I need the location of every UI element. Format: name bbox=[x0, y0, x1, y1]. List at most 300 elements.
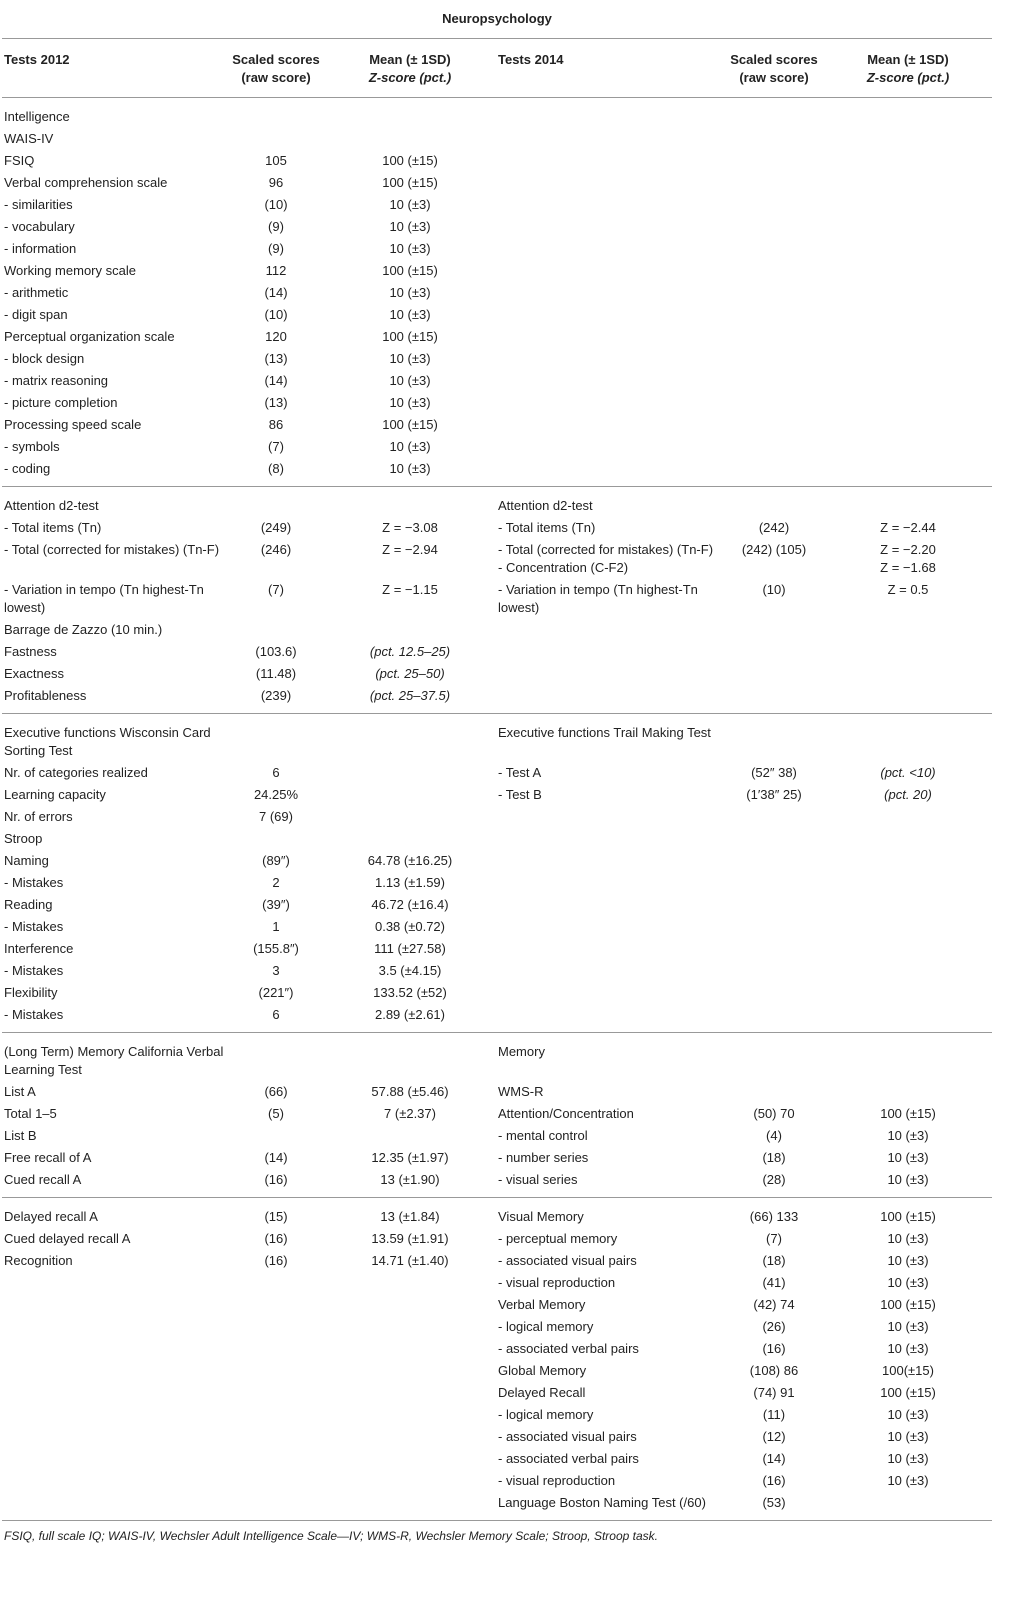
cell-test-2014 bbox=[494, 414, 720, 418]
table-row bbox=[2, 1041, 992, 1081]
cell-score-2012 bbox=[226, 1125, 326, 1129]
cell-test-2014: Memory bbox=[498, 1044, 545, 1059]
cell-score-2014: (53) bbox=[762, 1495, 786, 1510]
cell-norm-2012 bbox=[326, 1125, 494, 1129]
cell-score-2014: (12) bbox=[762, 1429, 786, 1444]
cell-score-2012 bbox=[226, 722, 326, 726]
cell-norm-2014 bbox=[828, 722, 988, 726]
cell-score-2014 bbox=[720, 960, 828, 964]
table-row bbox=[2, 894, 992, 916]
table-row bbox=[2, 960, 992, 982]
cell-score-2014 bbox=[720, 1004, 828, 1008]
cell-norm-2014: 10 (±3) bbox=[887, 1275, 929, 1290]
header-zscore-label: Z-score (pct.) bbox=[368, 70, 452, 85]
cell-test-2014 bbox=[494, 828, 720, 832]
cell-score-2012: (16) bbox=[264, 1253, 288, 1268]
cell-norm-2014 bbox=[828, 216, 988, 220]
table-section bbox=[2, 714, 992, 1033]
cell-score-2014: (52″ 38) bbox=[751, 765, 797, 780]
cell-norm-2012: 10 (±3) bbox=[389, 307, 431, 322]
table-row bbox=[2, 414, 992, 436]
cell-test-2014: Attention/Concentration bbox=[498, 1106, 634, 1121]
header-raw-label: (raw score) bbox=[739, 70, 809, 85]
table-row bbox=[2, 392, 992, 414]
cell-score-2014 bbox=[720, 982, 828, 986]
cell-score-2014: (14) bbox=[762, 1451, 786, 1466]
cell-test-2014: Visual Memory bbox=[498, 1209, 584, 1224]
cell-test-2012: Cued delayed recall A bbox=[4, 1231, 131, 1246]
cell-test-2014: - Total (corrected for mistakes) (Tn-F) - Concentration (C-F2) bbox=[498, 542, 714, 575]
cell-test-2014 bbox=[494, 458, 720, 462]
cell-test-2014: - mental control bbox=[498, 1128, 588, 1143]
cell-norm-2014 bbox=[828, 685, 988, 689]
cell-norm-2012: Z = −1.15 bbox=[382, 582, 438, 597]
cell-test-2012: Nr. of errors bbox=[4, 809, 73, 824]
cell-test-2014: Verbal Memory bbox=[498, 1297, 586, 1312]
cell-norm-2012 bbox=[326, 1316, 494, 1320]
cell-score-2012 bbox=[226, 1382, 326, 1386]
cell-norm-2014 bbox=[828, 238, 988, 242]
cell-norm-2014 bbox=[828, 850, 988, 854]
table-row bbox=[2, 1272, 992, 1294]
cell-score-2012 bbox=[226, 1294, 326, 1298]
cell-norm-2014 bbox=[828, 282, 988, 286]
cell-norm-2014: 10 (±3) bbox=[887, 1473, 929, 1488]
cell-test-2014: - number series bbox=[498, 1150, 589, 1165]
cell-test-2012 bbox=[2, 1272, 226, 1276]
cell-norm-2012: Z = −2.94 bbox=[382, 542, 438, 557]
cell-test-2012: - vocabulary bbox=[4, 219, 75, 234]
cell-test-2014 bbox=[494, 938, 720, 942]
cell-test-2014 bbox=[494, 916, 720, 920]
header-mean-label: Mean (± 1SD) bbox=[867, 52, 949, 67]
cell-test-2014: - Total items (Tn) bbox=[498, 520, 596, 535]
table-row bbox=[2, 784, 992, 806]
table-row bbox=[2, 1228, 992, 1250]
cell-score-2014 bbox=[720, 806, 828, 810]
cell-norm-2012: 10 (±3) bbox=[389, 285, 431, 300]
table-row bbox=[2, 172, 992, 194]
cell-test-2012 bbox=[2, 1448, 226, 1452]
cell-test-2014: - logical memory bbox=[498, 1407, 594, 1422]
cell-norm-2012: 46.72 (±16.4) bbox=[371, 897, 449, 912]
cell-score-2012 bbox=[226, 1338, 326, 1342]
cell-test-2014 bbox=[494, 106, 720, 110]
cell-score-2012: 2 bbox=[272, 875, 280, 890]
cell-norm-2012: 1.13 (±1.59) bbox=[374, 875, 445, 890]
table-row bbox=[2, 685, 992, 707]
cell-score-2012: 24.25% bbox=[253, 787, 299, 802]
table-row bbox=[2, 663, 992, 685]
cell-norm-2012 bbox=[326, 784, 494, 788]
cell-test-2012: - picture completion bbox=[4, 395, 118, 410]
cell-test-2014 bbox=[494, 326, 720, 330]
cell-norm-2012: 10 (±3) bbox=[389, 351, 431, 366]
cell-test-2012: Processing speed scale bbox=[4, 417, 142, 432]
cell-test-2012 bbox=[2, 1338, 226, 1342]
cell-test-2014 bbox=[494, 960, 720, 964]
cell-score-2012: (239) bbox=[260, 688, 292, 703]
cell-test-2012: Naming bbox=[4, 853, 49, 868]
cell-score-2014 bbox=[720, 238, 828, 242]
cell-norm-2012 bbox=[326, 1338, 494, 1342]
cell-test-2014: - Test B bbox=[498, 787, 542, 802]
cell-norm-2012: 13.59 (±1.91) bbox=[371, 1231, 449, 1246]
cell-score-2012: 3 bbox=[272, 963, 280, 978]
table-row bbox=[2, 216, 992, 238]
cell-norm-2014 bbox=[828, 436, 988, 440]
cell-test-2012: Fastness bbox=[4, 644, 57, 659]
cell-score-2014 bbox=[720, 348, 828, 352]
cell-test-2012: Exactness bbox=[4, 666, 64, 681]
cell-score-2012: 112 bbox=[265, 263, 287, 278]
cell-test-2012: - Total (corrected for mistakes) (Tn-F) bbox=[4, 542, 220, 557]
cell-test-2014 bbox=[494, 685, 720, 689]
cell-norm-2014 bbox=[828, 1081, 988, 1085]
cell-test-2012: (Long Term) Memory California Verbal Learning Test bbox=[4, 1044, 224, 1077]
cell-score-2014 bbox=[720, 619, 828, 623]
table-row bbox=[2, 1169, 992, 1191]
cell-score-2014: (42) 74 bbox=[753, 1297, 795, 1312]
cell-norm-2014: Z = −2.20 Z = −1.68 bbox=[880, 542, 936, 575]
cell-score-2012 bbox=[226, 619, 326, 623]
header-mean-2014 bbox=[828, 39, 988, 97]
cell-norm-2014 bbox=[828, 872, 988, 876]
cell-test-2014 bbox=[494, 128, 720, 132]
cell-test-2014 bbox=[494, 982, 720, 986]
cell-test-2012 bbox=[2, 1294, 226, 1298]
cell-score-2012: (39″) bbox=[262, 897, 290, 912]
cell-score-2014: (26) bbox=[762, 1319, 786, 1334]
table-row bbox=[2, 806, 992, 828]
cell-test-2012: Delayed recall A bbox=[4, 1209, 98, 1224]
table-section bbox=[2, 98, 992, 487]
header-mean-label: Mean (± 1SD) bbox=[369, 52, 451, 67]
cell-norm-2012: 10 (±3) bbox=[389, 373, 431, 388]
cell-score-2012: (7) bbox=[268, 439, 284, 454]
table-row bbox=[2, 722, 992, 762]
cell-score-2014 bbox=[720, 872, 828, 876]
cell-score-2014 bbox=[720, 436, 828, 440]
cell-score-2012: 6 bbox=[272, 1007, 280, 1022]
cell-norm-2012 bbox=[326, 106, 494, 110]
cell-norm-2014 bbox=[828, 128, 988, 132]
cell-norm-2014: Z = 0.5 bbox=[887, 582, 929, 597]
cell-norm-2012 bbox=[326, 1041, 494, 1045]
cell-test-2012: Barrage de Zazzo (10 min.) bbox=[4, 622, 163, 637]
table-row bbox=[2, 1125, 992, 1147]
cell-score-2012: (5) bbox=[268, 1106, 284, 1121]
cell-norm-2014 bbox=[828, 370, 988, 374]
cell-score-2014: (4) bbox=[766, 1128, 782, 1143]
cell-norm-2014 bbox=[828, 663, 988, 667]
cell-norm-2014 bbox=[828, 1004, 988, 1008]
cell-test-2012: Recognition bbox=[4, 1253, 73, 1268]
cell-score-2014 bbox=[720, 172, 828, 176]
cell-score-2012: (89″) bbox=[262, 853, 290, 868]
cell-test-2012: List A bbox=[4, 1084, 36, 1099]
cell-score-2012: (14) bbox=[264, 285, 288, 300]
cell-norm-2014: 100 (±15) bbox=[880, 1106, 936, 1121]
cell-score-2014 bbox=[720, 128, 828, 132]
cell-norm-2014 bbox=[828, 960, 988, 964]
table-row bbox=[2, 348, 992, 370]
cell-test-2014 bbox=[494, 172, 720, 176]
table-row bbox=[2, 1426, 992, 1448]
cell-score-2012: (14) bbox=[264, 1150, 288, 1165]
cell-norm-2014 bbox=[828, 458, 988, 462]
cell-norm-2014 bbox=[828, 172, 988, 176]
cell-score-2014: (74) 91 bbox=[753, 1385, 795, 1400]
cell-test-2012: - Mistakes bbox=[4, 875, 64, 890]
cell-test-2012: - arithmetic bbox=[4, 285, 69, 300]
cell-test-2012: Perceptual organization scale bbox=[4, 329, 175, 344]
cell-test-2014 bbox=[494, 370, 720, 374]
cell-test-2014: - associated visual pairs bbox=[498, 1429, 637, 1444]
cell-norm-2014: 100 (±15) bbox=[880, 1385, 936, 1400]
cell-score-2014 bbox=[720, 641, 828, 645]
cell-test-2012: Attention d2-test bbox=[4, 498, 99, 513]
cell-score-2012: (11.48) bbox=[255, 666, 297, 681]
header-mean-2012 bbox=[326, 39, 494, 97]
cell-score-2014: (41) bbox=[762, 1275, 786, 1290]
cell-test-2012: Interference bbox=[4, 941, 74, 956]
cell-score-2012: (249) bbox=[260, 520, 292, 535]
cell-norm-2012 bbox=[326, 128, 494, 132]
cell-test-2014 bbox=[494, 150, 720, 154]
cell-test-2012: List B bbox=[4, 1128, 37, 1143]
table-row bbox=[2, 326, 992, 348]
table-section bbox=[2, 487, 992, 714]
table-row bbox=[2, 579, 992, 619]
cell-norm-2012: 133.52 (±52) bbox=[373, 985, 447, 1000]
cell-norm-2014 bbox=[828, 938, 988, 942]
cell-score-2012: (13) bbox=[264, 395, 288, 410]
cell-score-2012: (8) bbox=[268, 461, 284, 476]
cell-test-2012 bbox=[2, 1470, 226, 1474]
table-row bbox=[2, 260, 992, 282]
cell-test-2014: - Test A bbox=[498, 765, 542, 780]
cell-test-2012: Nr. of categories realized bbox=[4, 765, 148, 780]
cell-score-2014: (28) bbox=[762, 1172, 786, 1187]
cell-norm-2014 bbox=[828, 260, 988, 264]
cell-norm-2012 bbox=[326, 1294, 494, 1298]
table-row bbox=[2, 495, 992, 517]
cell-score-2014 bbox=[720, 216, 828, 220]
cell-test-2014: - perceptual memory bbox=[498, 1231, 618, 1246]
cell-test-2014: - Variation in tempo (Tn highest-Tn lowest) bbox=[498, 582, 698, 615]
cell-test-2014: Language Boston Naming Test (/60) bbox=[498, 1495, 706, 1510]
cell-test-2012: - Mistakes bbox=[4, 1007, 64, 1022]
cell-test-2014: - associated verbal pairs bbox=[498, 1341, 639, 1356]
cell-score-2014: (18) bbox=[762, 1150, 786, 1165]
cell-score-2012 bbox=[226, 1041, 326, 1045]
cell-norm-2012: 12.35 (±1.97) bbox=[371, 1150, 449, 1165]
table-row bbox=[2, 458, 992, 480]
cell-score-2012: (10) bbox=[264, 197, 288, 212]
cell-score-2014: (242) (105) bbox=[741, 542, 807, 557]
cell-score-2014: (11) bbox=[762, 1407, 786, 1422]
cell-test-2014 bbox=[494, 619, 720, 623]
cell-norm-2014 bbox=[828, 495, 988, 499]
cell-score-2014: (10) bbox=[762, 582, 786, 597]
cell-test-2012: Profitableness bbox=[4, 688, 87, 703]
table-row bbox=[2, 1081, 992, 1103]
cell-score-2014 bbox=[720, 370, 828, 374]
cell-test-2014 bbox=[494, 806, 720, 810]
table-row bbox=[2, 938, 992, 960]
cell-test-2012: - digit span bbox=[4, 307, 68, 322]
cell-test-2012: Learning capacity bbox=[4, 787, 106, 802]
cell-score-2014 bbox=[720, 938, 828, 942]
cell-test-2012: Working memory scale bbox=[4, 263, 136, 278]
cell-test-2014 bbox=[494, 392, 720, 396]
cell-norm-2012: 10 (±3) bbox=[389, 219, 431, 234]
cell-test-2014: - visual reproduction bbox=[498, 1275, 616, 1290]
cell-norm-2012 bbox=[326, 495, 494, 499]
cell-norm-2014 bbox=[828, 106, 988, 110]
cell-score-2014 bbox=[720, 458, 828, 462]
cell-norm-2012: 100 (±15) bbox=[382, 175, 438, 190]
cell-test-2012: - block design bbox=[4, 351, 85, 366]
cell-score-2012: (13) bbox=[264, 351, 288, 366]
table-section bbox=[2, 1033, 992, 1198]
cell-test-2012: - information bbox=[4, 241, 77, 256]
cell-test-2012: - coding bbox=[4, 461, 51, 476]
table-row bbox=[2, 762, 992, 784]
cell-norm-2012 bbox=[326, 1448, 494, 1452]
header-scaled-label: Scaled scores bbox=[232, 52, 320, 67]
header-tests-2014: Tests 2014 bbox=[498, 52, 564, 67]
cell-norm-2012: 100 (±15) bbox=[382, 153, 438, 168]
cell-test-2014 bbox=[494, 872, 720, 876]
cell-test-2012: Reading bbox=[4, 897, 53, 912]
table-row bbox=[2, 828, 992, 850]
cell-test-2012: - similarities bbox=[4, 197, 73, 212]
cell-norm-2014: 10 (±3) bbox=[887, 1429, 929, 1444]
table-title: Neuropsychology bbox=[2, 0, 992, 39]
header-scaled-scores-2014 bbox=[720, 39, 828, 97]
cell-norm-2014: 10 (±3) bbox=[887, 1150, 929, 1165]
cell-norm-2012 bbox=[326, 1404, 494, 1408]
cell-norm-2012 bbox=[326, 1360, 494, 1364]
table-row bbox=[2, 1382, 992, 1404]
cell-norm-2014: 10 (±3) bbox=[887, 1451, 929, 1466]
cell-score-2012 bbox=[226, 106, 326, 110]
cell-score-2014 bbox=[720, 304, 828, 308]
cell-norm-2014: 10 (±3) bbox=[887, 1407, 929, 1422]
cell-norm-2012 bbox=[326, 806, 494, 810]
cell-norm-2014: 100(±15) bbox=[882, 1363, 934, 1378]
cell-norm-2012: 10 (±3) bbox=[389, 395, 431, 410]
cell-norm-2014: 100 (±15) bbox=[880, 1209, 936, 1224]
cell-norm-2012: 10 (±3) bbox=[389, 197, 431, 212]
cell-score-2012: (9) bbox=[268, 219, 284, 234]
cell-test-2012 bbox=[2, 1360, 226, 1364]
cell-norm-2012: 100 (±15) bbox=[382, 329, 438, 344]
cell-norm-2014 bbox=[828, 392, 988, 396]
cell-score-2012: (103.6) bbox=[255, 644, 297, 659]
cell-norm-2014: 10 (±3) bbox=[887, 1341, 929, 1356]
cell-score-2012: 96 bbox=[268, 175, 284, 190]
cell-score-2012: 86 bbox=[268, 417, 284, 432]
cell-test-2012: - Variation in tempo (Tn highest-Tn lowest) bbox=[4, 582, 204, 615]
table-row bbox=[2, 850, 992, 872]
table-footnote: FSIQ, full scale IQ; WAIS-IV, Wechsler Adult Intelligence Scale—IV; WMS-R, Wechsler Memory Scale; Stroop, Stroop task. bbox=[4, 1529, 658, 1543]
cell-score-2014 bbox=[720, 326, 828, 330]
cell-score-2014: (16) bbox=[762, 1473, 786, 1488]
cell-test-2012 bbox=[2, 1382, 226, 1386]
cell-test-2014: Attention d2-test bbox=[498, 498, 593, 513]
cell-test-2014 bbox=[494, 304, 720, 308]
cell-test-2014 bbox=[494, 436, 720, 440]
cell-norm-2012 bbox=[326, 1382, 494, 1386]
cell-norm-2014 bbox=[828, 348, 988, 352]
cell-test-2012: Flexibility bbox=[4, 985, 58, 1000]
cell-test-2012: Verbal comprehension scale bbox=[4, 175, 168, 190]
cell-score-2012 bbox=[226, 1492, 326, 1496]
cell-score-2012 bbox=[226, 1316, 326, 1320]
cell-norm-2014 bbox=[828, 414, 988, 418]
cell-norm-2012: 10 (±3) bbox=[389, 241, 431, 256]
cell-score-2012 bbox=[226, 828, 326, 832]
cell-norm-2014 bbox=[828, 641, 988, 645]
cell-norm-2012: 10 (±3) bbox=[389, 439, 431, 454]
table-row bbox=[2, 1004, 992, 1026]
cell-score-2014 bbox=[720, 685, 828, 689]
table-row bbox=[2, 1294, 992, 1316]
table-row bbox=[2, 1103, 992, 1125]
cell-score-2012 bbox=[226, 1360, 326, 1364]
cell-score-2012: (14) bbox=[264, 373, 288, 388]
cell-norm-2012: 7 (±2.37) bbox=[384, 1106, 436, 1121]
cell-score-2014 bbox=[720, 282, 828, 286]
cell-test-2012 bbox=[2, 1404, 226, 1408]
table-row bbox=[2, 106, 992, 128]
cell-score-2014 bbox=[720, 150, 828, 154]
cell-score-2014: (66) 133 bbox=[749, 1209, 799, 1224]
cell-test-2014 bbox=[494, 348, 720, 352]
cell-norm-2012: (pct. 25–37.5) bbox=[369, 688, 451, 703]
cell-score-2012 bbox=[226, 1404, 326, 1408]
cell-score-2014: (50) 70 bbox=[753, 1106, 795, 1121]
table-row bbox=[2, 872, 992, 894]
cell-score-2012: (155.8″) bbox=[253, 941, 299, 956]
cell-norm-2012: 64.78 (±16.25) bbox=[367, 853, 453, 868]
cell-score-2014 bbox=[720, 495, 828, 499]
cell-test-2012 bbox=[2, 1492, 226, 1496]
cell-norm-2012: (pct. 12.5–25) bbox=[369, 644, 451, 659]
cell-score-2012 bbox=[226, 128, 326, 132]
cell-score-2014 bbox=[720, 894, 828, 898]
cell-norm-2014 bbox=[828, 1492, 988, 1496]
cell-norm-2012: (pct. 25–50) bbox=[375, 666, 445, 681]
cell-norm-2012 bbox=[326, 1470, 494, 1474]
table-row bbox=[2, 1448, 992, 1470]
cell-score-2012: (246) bbox=[260, 542, 292, 557]
cell-score-2014 bbox=[720, 916, 828, 920]
table-body bbox=[2, 98, 992, 1521]
cell-norm-2012: 100 (±15) bbox=[382, 417, 438, 432]
table-row bbox=[2, 1250, 992, 1272]
table-row bbox=[2, 1206, 992, 1228]
table-row bbox=[2, 370, 992, 392]
header-zscore-label: Z-score (pct.) bbox=[866, 70, 950, 85]
cell-score-2012: 1 bbox=[272, 919, 280, 934]
cell-score-2012: 120 bbox=[265, 329, 287, 344]
cell-score-2012: (10) bbox=[264, 307, 288, 322]
cell-norm-2012 bbox=[326, 1272, 494, 1276]
